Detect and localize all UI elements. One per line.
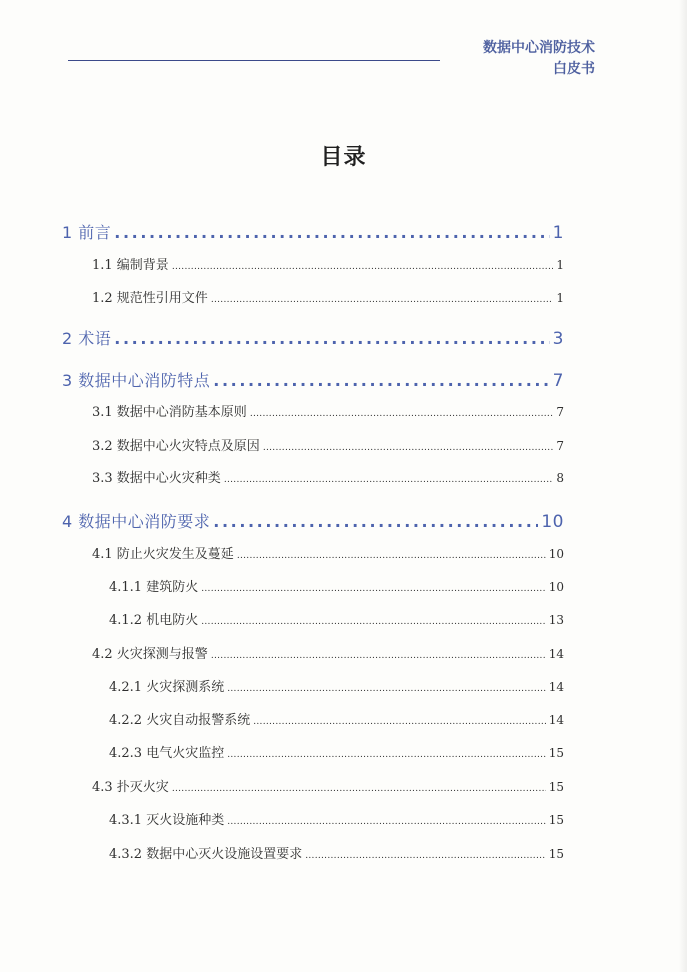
toc-leader-dots [213,512,538,531]
toc-entry[interactable] [109,742,564,761]
toc-entry-label: 1.2 规范性引用文件 [92,291,208,306]
toc-leader-dots [211,295,554,305]
toc-leader-dots [224,475,554,485]
toc-entry[interactable] [92,467,564,486]
toc-entry[interactable] [109,576,564,595]
toc-entry-page: 15 [548,746,564,760]
toc-entry-page: 1 [556,258,564,272]
toc-leader-dots [237,551,546,561]
toc-leader-dots [201,617,546,627]
toc-entry[interactable] [109,709,564,728]
toc-entry[interactable] [92,543,564,562]
toc-entry[interactable] [109,843,564,862]
toc-entry-label: 4.1.1 建筑防火 [109,580,199,595]
toc-entry-label: 1 前言 [62,223,112,242]
toc-entry-page: 7 [552,371,564,391]
toc-entry-label: 4 数据中心消防要求 [62,512,211,531]
toc-entry-page: 3 [552,329,564,349]
header-title-line1: 数据中心消防技术 [483,40,595,56]
toc-leader-dots [172,784,546,794]
toc-entry-page: 14 [548,713,564,727]
toc-entry-label: 4.2.1 火灾探测系统 [109,680,225,695]
toc-leader-dots [263,443,554,453]
toc-entry-page: 1 [556,291,564,305]
toc-leader-dots [253,717,546,727]
toc-entry-label: 4.1 防止火灾发生及蔓延 [92,547,234,562]
toc-leader-dots [227,750,546,760]
header-title-line2: 白皮书 [553,61,595,77]
toc-leader-dots [227,684,546,694]
toc-leader-dots [114,223,549,242]
toc-entry[interactable] [109,809,564,828]
toc-entry[interactable] [92,435,564,454]
toc-entry-page: 7 [556,439,564,453]
toc-entry[interactable] [62,220,564,243]
toc-entry-label: 3.2 数据中心火灾特点及原因 [92,439,260,454]
toc-entry-page: 10 [548,547,564,561]
toc-entry-label: 3.3 数据中心火灾种类 [92,471,221,486]
toc-leader-dots [250,409,554,419]
toc-entry-label: 3.1 数据中心消防基本原则 [92,405,247,420]
page-edge-shadow [679,0,687,972]
toc-entry-page: 14 [548,647,564,661]
toc-entry-label: 4.1.2 机电防火 [109,613,199,628]
toc-entry[interactable] [92,254,564,273]
toc-entry-label: 4.3.1 灭火设施种类 [109,813,225,828]
toc-entry[interactable] [109,676,564,695]
toc-entry-page: 10 [541,512,564,532]
toc-entry-page: 7 [556,405,564,419]
toc-entry-page: 15 [548,847,564,861]
header-title [483,38,595,80]
toc-entry-page: 13 [548,613,564,627]
toc-entry[interactable] [92,287,564,306]
toc-entry-label: 4.2.2 火灾自动报警系统 [109,713,251,728]
toc-entry-page: 1 [552,223,564,243]
toc-entry-page: 8 [556,471,564,485]
toc-leader-dots [213,371,549,390]
toc-leader-dots [211,651,546,661]
toc-entry[interactable] [62,368,564,391]
toc-entry-page: 15 [548,813,564,827]
header-rule [68,60,440,61]
toc-entry-page: 15 [548,780,564,794]
toc-entry-page: 10 [548,580,564,594]
toc-entry[interactable] [92,643,564,662]
toc-entry[interactable] [62,326,564,349]
toc-leader-dots [227,817,546,827]
toc-leader-dots [201,584,546,594]
toc-leader-dots [305,851,546,861]
toc-entry[interactable] [92,776,564,795]
toc-entry[interactable] [109,609,564,628]
toc-entry-label: 4.3 扑灭火灾 [92,780,169,795]
toc-entry[interactable] [62,509,564,532]
toc-entry-page: 14 [548,680,564,694]
toc-entry-label: 4.2.3 电气火灾监控 [109,746,225,761]
toc-entry-label: 4.2 火灾探测与报警 [92,647,208,662]
toc-leader-dots [114,329,549,348]
toc-title: 目录 [320,145,367,170]
toc-entry-label: 1.1 编制背景 [92,258,169,273]
toc-entry-label: 2 术语 [62,329,112,348]
toc-entry-label: 4.3.2 数据中心灭火设施设置要求 [109,847,303,862]
toc-entry-label: 3 数据中心消防特点 [62,371,211,390]
toc-leader-dots [172,262,554,272]
toc-entry[interactable] [92,401,564,420]
